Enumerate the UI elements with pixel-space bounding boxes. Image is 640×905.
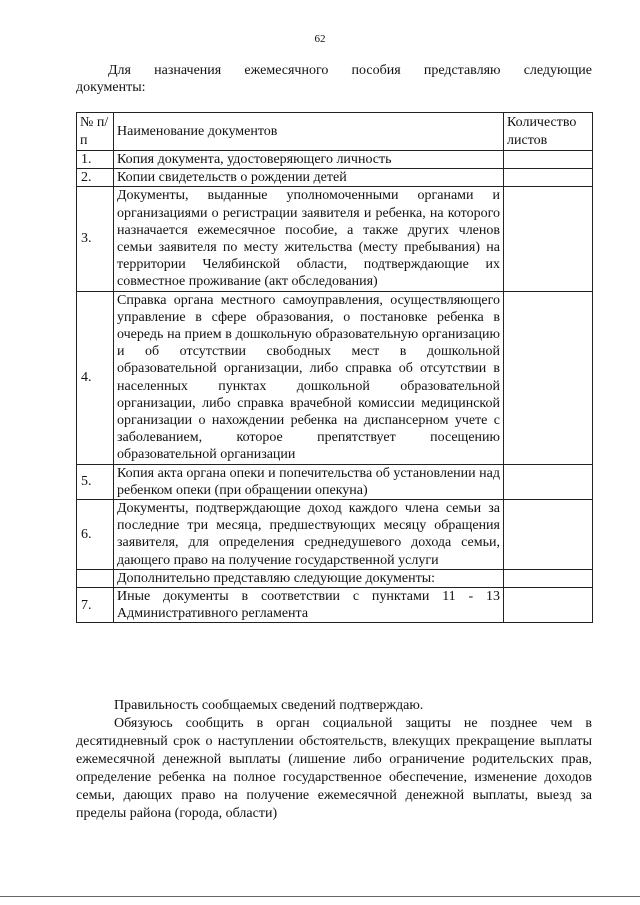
row-name: Дополнительно представляю следующие документы: xyxy=(114,569,504,587)
intro-line-2: документы: xyxy=(76,80,146,95)
row-num: 4. xyxy=(77,291,114,464)
table-row xyxy=(77,464,593,499)
row-qty xyxy=(504,464,593,499)
row-num: 7. xyxy=(77,588,114,623)
row-qty xyxy=(504,569,593,587)
table-row xyxy=(77,569,593,587)
header-qty: Количество листов xyxy=(504,113,593,151)
row-qty xyxy=(504,169,593,187)
confirmation-paragraph: Правильность сообщаемых сведений подтверждаю. xyxy=(114,698,424,713)
row-num: 3. xyxy=(77,187,114,291)
row-name: Копия акта органа опеки и попечительства об установлении над ребенком опеки (при обращении опекуна) xyxy=(114,464,504,499)
header-name: Наименование документов xyxy=(114,113,504,151)
row-num: 5. xyxy=(77,464,114,499)
row-name: Иные документы в соответствии с пунктами 11 - 13 Административного регламента xyxy=(114,588,504,623)
row-name: Копия документа, удостоверяющего личность xyxy=(114,151,504,169)
row-num: 2. xyxy=(77,169,114,187)
intro-paragraph xyxy=(76,62,592,96)
row-name: Копии свидетельств о рождении детей xyxy=(114,169,504,187)
table-row xyxy=(77,169,593,187)
table-row xyxy=(77,151,593,169)
documents-table xyxy=(76,112,593,623)
confirmation-text xyxy=(76,697,592,823)
intro-line-1: Для назначения ежемесячного пособия представляю следующие xyxy=(108,63,592,78)
row-num: 6. xyxy=(77,500,114,570)
table-row xyxy=(77,500,593,570)
row-name: Документы, подтверждающие доход каждого члена семьи за последние три месяца, предшествующих месяцу обращения заявителя, для определения среднедушевого дохода семьи, дающего право на получение государственной услуги xyxy=(114,500,504,570)
table-row xyxy=(77,187,593,291)
obligation-paragraph: Обязуюсь сообщить в орган социальной защиты не позднее чем в десятидневный срок о наступлении обстоятельств, влекущих прекращение выплаты ежемесячной денежной выплаты (лишение либо ограничение родительских прав, определение ребенка на полное государственное обеспечение, изменение доходов семьи, дающих право на получение ежемесячной денежной выплаты, выезд за пределы района (города, области) xyxy=(76,716,592,821)
row-num: 1. xyxy=(77,151,114,169)
table-row xyxy=(77,291,593,464)
page-number: 62 xyxy=(314,33,326,45)
footer-divider xyxy=(0,896,640,897)
row-qty xyxy=(504,291,593,464)
row-name: Справка органа местного самоуправления, осуществляющего управление в сфере образования, о постановке ребенка в очередь на прием в дошкольную образовательную организацию и об отсутствии свободных мест в дошкольной образовательной организации, либо справка об отсутствии в населенных пунктах дошкольной образовательной организации, либо справка врачебной комиссии медицинской организации о нахождении ребенка на диспансерном учете с заболеванием, которое препятствует посещению образовательной организации xyxy=(114,291,504,464)
row-qty xyxy=(504,151,593,169)
row-qty xyxy=(504,187,593,291)
row-qty xyxy=(504,588,593,623)
header-num: № п/п xyxy=(77,113,114,151)
row-qty xyxy=(504,500,593,570)
row-num xyxy=(77,569,114,587)
row-name: Документы, выданные уполномоченными органами и организациями о регистрации заявителя и ребенка, на которого назначается ежемесячное пособие, а также других членов семьи заявителя по месту жительства (месту пребывания) на территории Челябинской области, подтверждающие их совместное проживание (акт обследования) xyxy=(114,187,504,291)
table-header-row xyxy=(77,113,593,151)
table-row xyxy=(77,588,593,623)
